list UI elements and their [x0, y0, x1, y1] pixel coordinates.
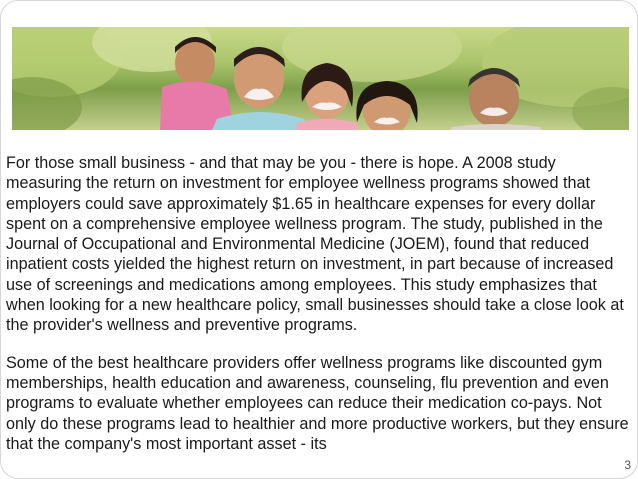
- family-photo-icon: [12, 27, 629, 130]
- body-text: [6, 153, 634, 471]
- paragraph-2: Some of the best healthcare providers offer wellness programs like discounted gym memberships, health education and awareness, counseling, flu prevention and even programs to evaluate whether employees can reduce their medication co-pays. Not only do these programs lead to healthier and more productive workers, but they ensure that the company's most important asset - its: [6, 353, 629, 453]
- page-number: 3: [624, 458, 631, 472]
- family-photo: [12, 27, 629, 130]
- paragraph-1: For those small business - and that may be you - there is hope. A 2008 study measuring the return on investment for employee wellness programs showed that employers could save approximately $1.65 in healthcare expenses for every dollar spent on a comprehensive employee wellness program. The study, published in the Journal of Occupational and Environmental Medicine (JOEM), found that reduced inpatient costs yielded the highest return on investment, in part because of increased use of screenings and medications among employees. This study emphasizes that when looking for a new healthcare policy, small businesses should take a close look at the provider's wellness and preventive programs.: [6, 154, 624, 335]
